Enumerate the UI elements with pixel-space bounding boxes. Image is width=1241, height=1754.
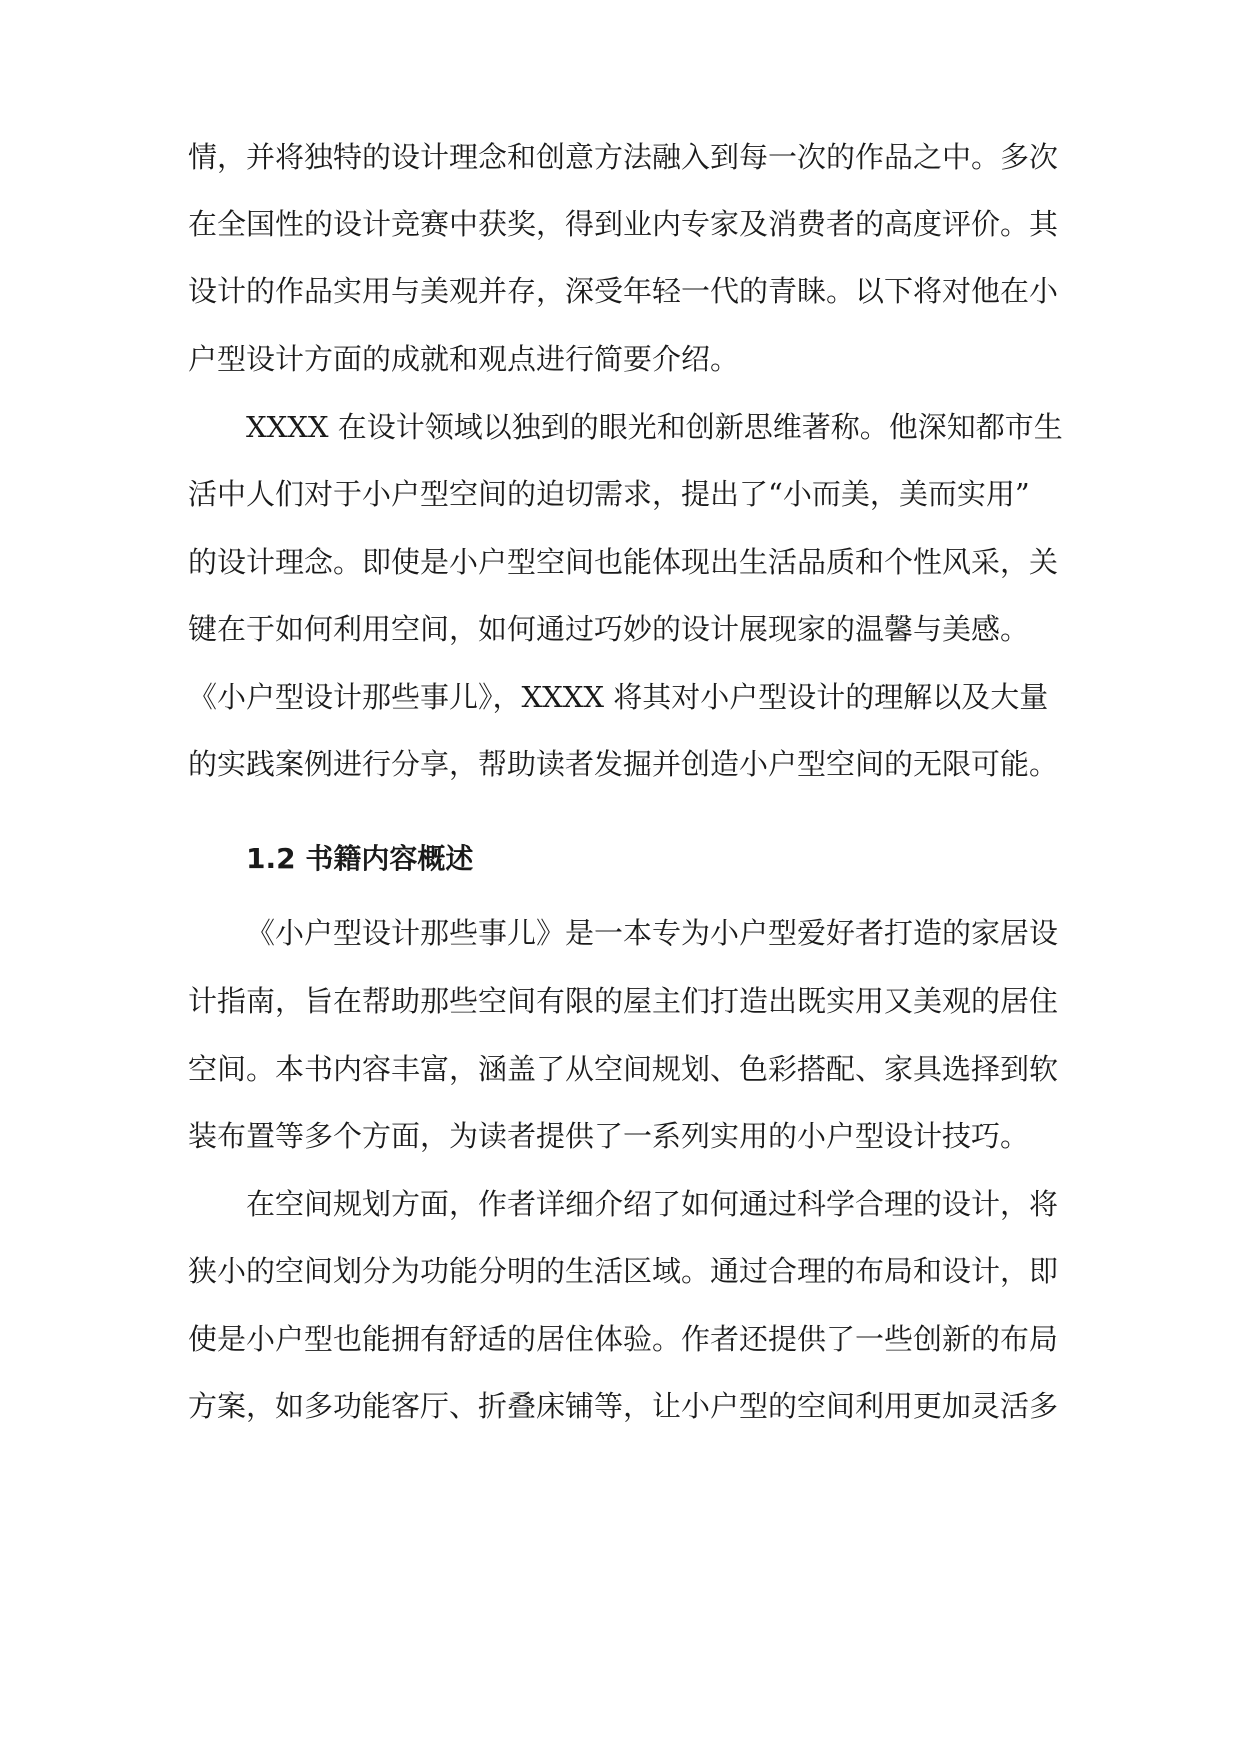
body-text-line: 情，并将独特的设计理念和创意方法融入到每一次的作品之中。多次 [188, 140, 1059, 174]
body-text-line: 在全国性的设计竞赛中获奖，得到业内专家及消费者的高度评价。其 [188, 207, 1059, 241]
body-text-line: 计指南，旨在帮助那些空间有限的屋主们打造出既实用又美观的居住 [188, 984, 1059, 1018]
body-text-line: 空间。本书内容丰富，涵盖了从空间规划、色彩搭配、家具选择到软 [188, 1052, 1059, 1086]
body-text-line: 狭小的空间划分为功能分明的生活区域。通过合理的布局和设计，即 [188, 1254, 1059, 1288]
body-text-line: 《小户型设计那些事儿》，XXXX 将其对小户型设计的理解以及大量 [188, 680, 1049, 714]
paragraph-first-line: 《小户型设计那些事儿》是一本专为小户型爱好者打造的家居设 [246, 916, 1059, 950]
body-text-line: 的设计理念。即使是小户型空间也能体现出生活品质和个性风采，关 [188, 545, 1059, 579]
body-text-line: 户型设计方面的成就和观点进行简要介绍。 [188, 342, 740, 376]
body-text-line: 方案，如多功能客厅、折叠床铺等，让小户型的空间利用更加灵活多 [188, 1389, 1059, 1423]
paragraph-first-line: 在空间规划方面，作者详细介绍了如何通过科学合理的设计，将 [246, 1187, 1059, 1221]
body-text-line: 使是小户型也能拥有舒适的居住体验。作者还提供了一些创新的布局 [188, 1322, 1059, 1356]
body-text-line: 设计的作品实用与美观并存，深受年轻一代的青睐。以下将对他在小 [188, 274, 1059, 308]
paragraph-first-line: XXXX 在设计领域以独到的眼光和创新思维著称。他深知都市生 [246, 410, 1063, 444]
body-text-line: 活中人们对于小户型空间的迫切需求，提出了“小而美，美而实用” [188, 477, 1030, 511]
body-text-line: 键在于如何利用空间，如何通过巧妙的设计展现家的温馨与美感。 [188, 612, 1030, 646]
section-heading: 1.2 书籍内容概述 [246, 842, 474, 875]
body-text-line: 装布置等多个方面，为读者提供了一系列实用的小户型设计技巧。 [188, 1119, 1030, 1153]
body-text-line: 的实践案例进行分享，帮助读者发掘并创造小户型空间的无限可能。 [188, 747, 1059, 781]
